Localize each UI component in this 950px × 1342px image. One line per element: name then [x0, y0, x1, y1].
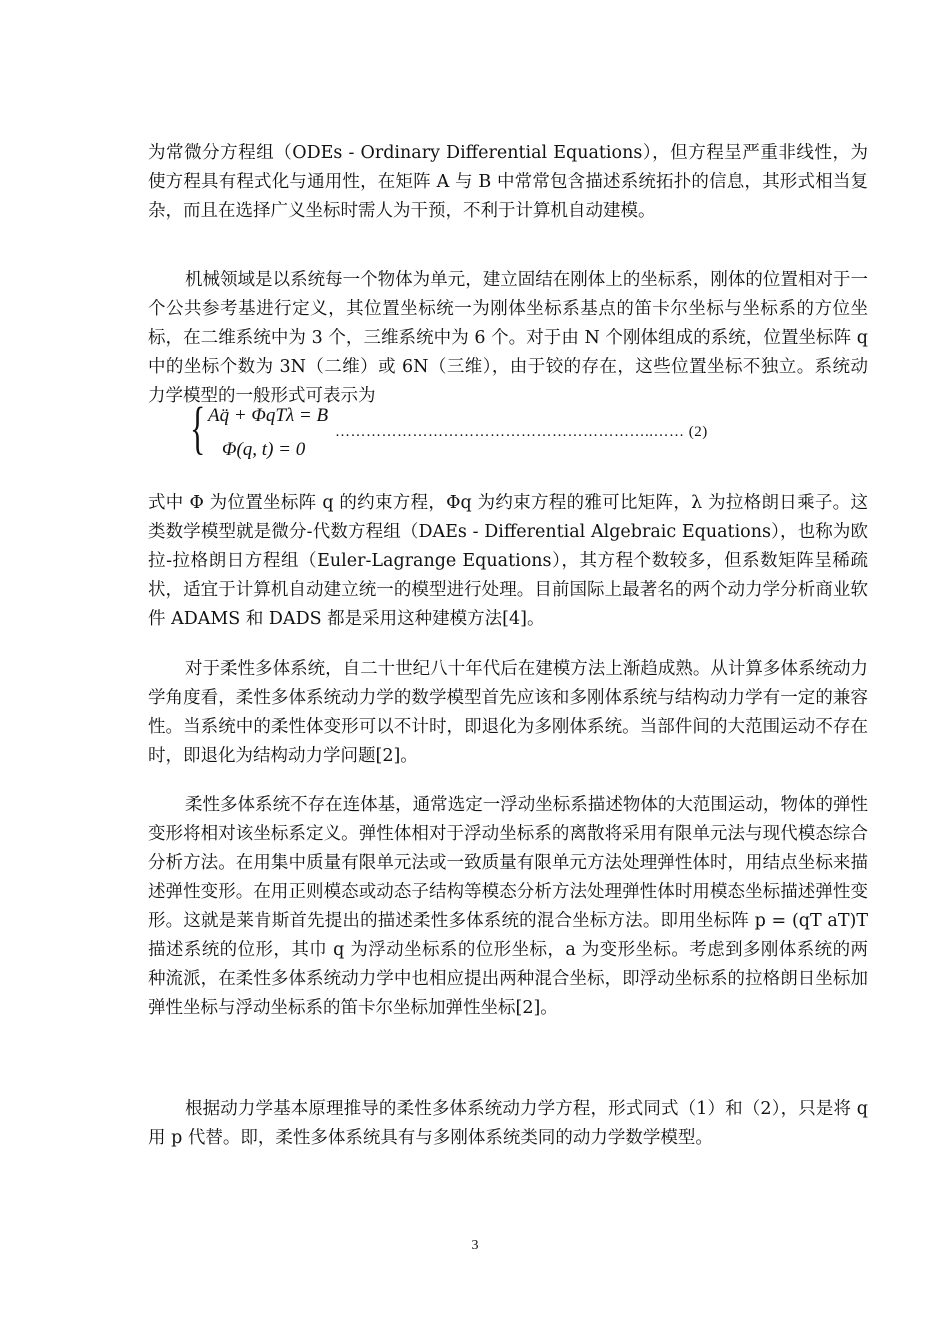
paragraph-3: 式中 Φ 为位置坐标阵 q 的约束方程，Φq 为约束方程的雅可比矩阵，λ 为拉格朗日乘子。这类数学模型就是微分-代数方程组（DAEs - Differential Algebraic Equations），也称为欧拉-拉格朗日方程组（Euler-Lagrange Equations），其方程个数较多，但系数矩阵呈稀疏状，适宜于计算机自动建立统一的模型进行处理。目前国际上最著名的两个动力学分析商业软件 ADAMS 和 DADS 都是采用这种建模方法[4]。	[148, 493, 868, 629]
paragraph-1: 为常微分方程组（ODEs - Ordinary Differential Equations），但方程呈严重非线性，为使方程具有程式化与通用性，在矩阵 A 与 B 中常常包含描述系统拓扑的信息，其形式相当复杂，而且在选择广义坐标时需人为干预，不利于计算机自动建模。	[148, 143, 868, 221]
paragraph-6: 根据动力学基本原理推导的柔性多体系统动力学方程，形式同式（1）和（2），只是将 q 用 p 代替。即，柔性多体系统具有与多刚体系统类同的动力学数学模型。	[148, 1099, 868, 1148]
paragraph-4: 对于柔性多体系统，自二十世纪八十年代后在建模方法上渐趋成熟。从计算多体系统动力学角度看，柔性多体系统动力学的数学模型首先应该和多刚体系统与结构动力学有一定的兼容性。当系统中的柔性体变形可以不计时，即退化为多刚体系统。当部件间的大范围运动不存在时，即退化为结构动力学问题[2]。	[148, 659, 868, 766]
equation-line-1: Aq̈ + ΦqTλ = B	[208, 405, 329, 426]
paragraph-2: 机械领域是以系统每一个物体为单元，建立固结在刚体上的坐标系，刚体的位置相对于一个公共参考基进行定义，其位置坐标统一为刚体坐标系基点的笛卡尔坐标与坐标系的方位坐标，在二维系统中为 3 个，三维系统中为 6 个。对于由 N 个刚体组成的系统，位置坐标阵 q 中的坐标个数为 3N（二维）或 6N（三维），由于铰的存在，这些位置坐标不独立。系统动力学模型的一般形式可表示为	[148, 270, 868, 406]
page-number: 3	[471, 1238, 479, 1253]
equation-2	[190, 395, 830, 467]
equation-brace: {	[190, 395, 206, 460]
equation-line-2: Φ(q, t) = 0	[222, 439, 306, 460]
equation-number: ……………………………………………………..…… (2)	[335, 424, 708, 440]
paragraph-5: 柔性多体系统不存在连体基，通常选定一浮动坐标系描述物体的大范围运动，物体的弹性变形将相对该坐标系定义。弹性体相对于浮动坐标系的离散将采用有限单元法与现代模态综合分析方法。在用集中质量有限单元法或一致质量有限单元方法处理弹性体时，用结点坐标来描述弹性变形。在用正则模态或动态子结构等模态分析方法处理弹性体时用模态坐标描述弹性变形。这就是莱肯斯首先提出的描述柔性多体系统的混合坐标方法。即用坐标阵 p = (qT aT)T 描述系统的位形，其巾 q 为浮动坐标系的位形坐标，a 为变形坐标。考虑到多刚体系统的两种流派，在柔性多体系统动力学中也相应提出两种混合坐标，即浮动坐标系的拉格朗日坐标加弹性坐标与浮动坐标系的笛卡尔坐标加弹性坐标[2]。	[148, 795, 868, 1018]
